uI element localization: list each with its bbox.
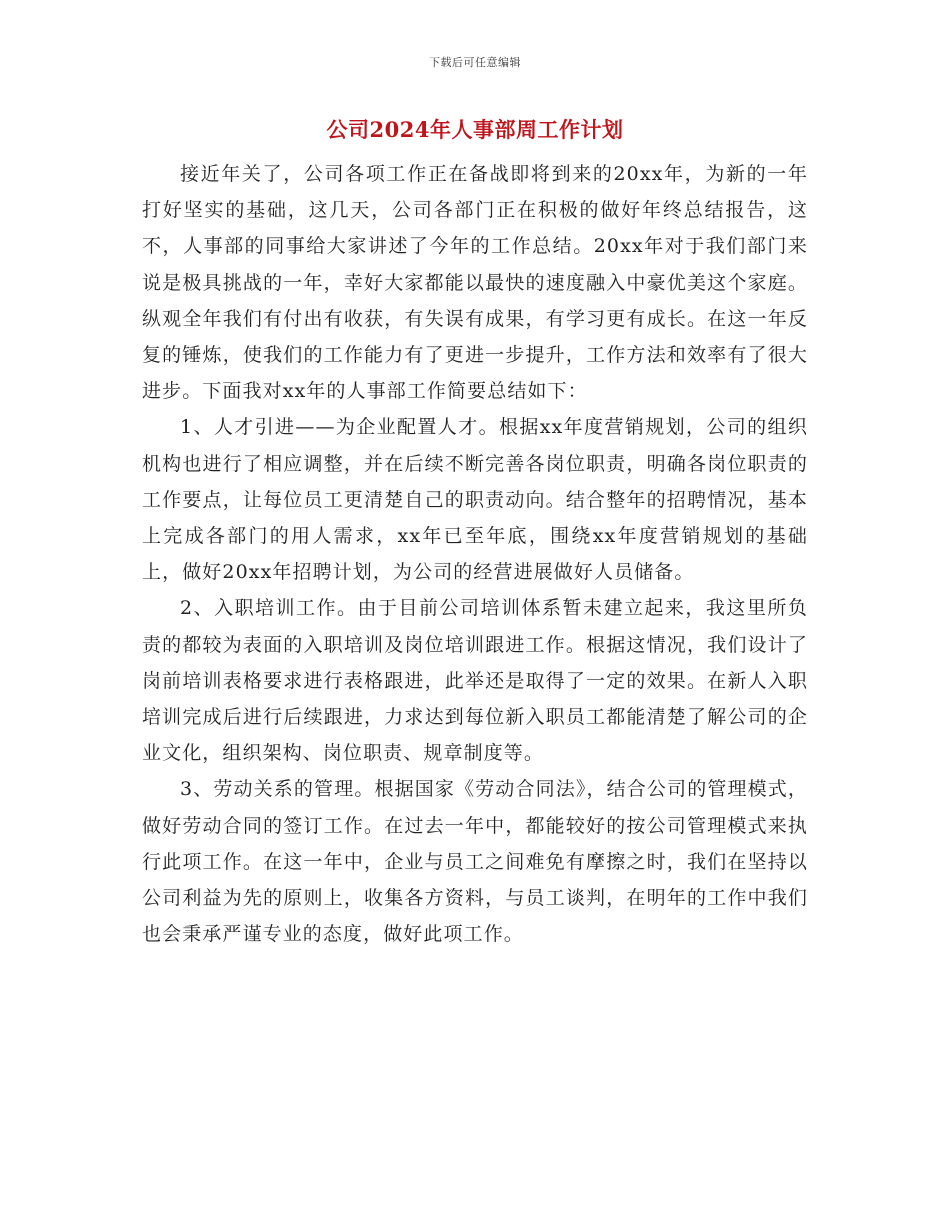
document-body xyxy=(142,156,808,952)
paragraph-labor-relations: 3、劳动关系的管理。根据国家《劳动合同法》，结合公司的管理模式，做好劳动合同的签订工作。在过去一年中，都能较好的按公司管理模式来执行此项工作。在这一年中，企业与员工之间难免有摩擦之时，我们在坚持以公司利益为先的原则上，收集各方资料，与员工谈判，在明年的工作中我们也会秉承严谨专业的态度，做好此项工作。 xyxy=(142,778,808,946)
header-note: 下载后可任意编辑 xyxy=(429,56,521,69)
paragraph-onboarding-training: 2、入职培训工作。由于目前公司培训体系暂未建立起来，我这里所负责的都较为表面的入职培训及岗位培训跟进工作。根据这情况，我们设计了岗前培训表格要求进行表格跟进，此举还是取得了一定的效果。在新人入职培训完成后进行后续跟进，力求达到每位新入职员工都能清楚了解公司的企业文化，组织架构、岗位职责、规章制度等。 xyxy=(142,597,808,765)
document-title: 公司2024年人事部周工作计划 xyxy=(326,117,624,142)
paragraph-intro: 接近年关了，公司各项工作正在备战即将到来的20xx年，为新的一年打好坚实的基础，这几天，公司各部门正在积极的做好年终总结报告，这不，人事部的同事给大家讲述了今年的工作总结。20xx年对于我们部门来说是极具挑战的一年，幸好大家都能以最快的速度融入中豪优美这个家庭。纵观全年我们有付出有收获，有失误有成果，有学习更有成长。在这一年反复的锤炼，使我们的工作能力有了更进一步提升，工作方法和效率有了很大进步。下面我对xx年的人事部工作简要总结如下： xyxy=(142,163,808,403)
paragraph-talent-recruitment: 1、人才引进——为企业配置人才。根据xx年度营销规划，公司的组织机构也进行了相应调整，并在后续不断完善各岗位职责，明确各岗位职责的工作要点，让每位员工更清楚自己的职责动向。结合整年的招聘情况，基本上完成各部门的用人需求，xx年已至年底，围绕xx年度营销规划的基础上，做好20xx年招聘计划，为公司的经营进展做好人员储备。 xyxy=(142,416,808,584)
